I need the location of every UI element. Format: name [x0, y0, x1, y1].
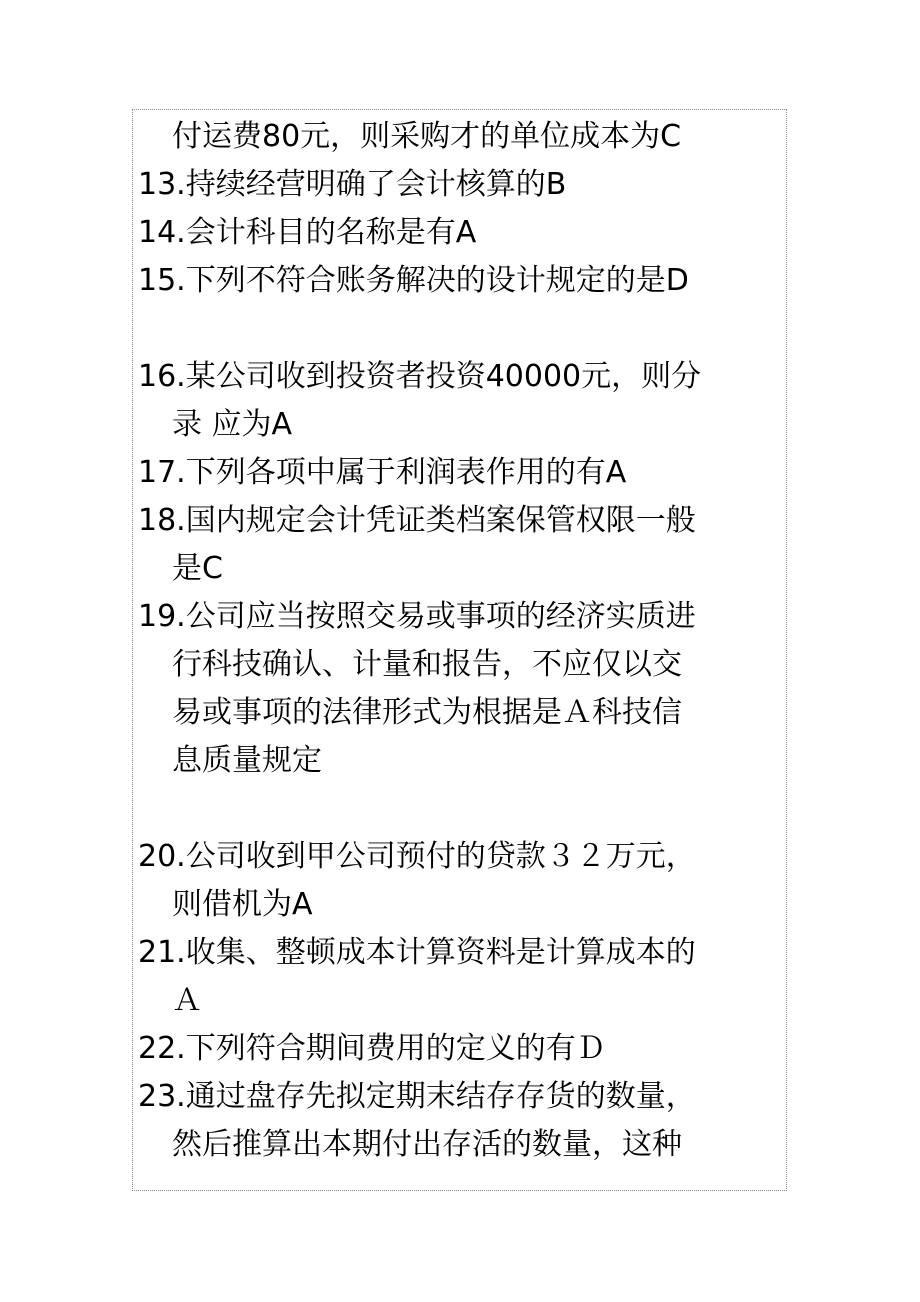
question-21-continued: Ａ: [172, 983, 202, 1018]
question-20-continued: 则借机为A: [172, 887, 313, 922]
document-text: [138, 113, 783, 1169]
question-20: 20.公司收到甲公司预付的贷款３２万元，: [138, 839, 696, 874]
question-22: 22.下列符合期间费用的定义的有Ｄ: [138, 1031, 606, 1066]
question-16-continued: 录 应为A: [172, 407, 293, 442]
question-19-continued: 息质量规定: [172, 743, 322, 778]
blank-line: [138, 305, 783, 353]
question-19: 19.公司应当按照交易或事项的经济实质进: [138, 599, 696, 634]
question-18: 18.国内规定会计凭证类档案保管权限一般: [138, 503, 696, 538]
question-14: 14.会计科目的名称是有A: [138, 215, 477, 250]
question-19-continued: 易或事项的法律形式为根据是Ａ科技信: [172, 695, 682, 730]
question-13: 13.持续经营明确了会计核算的B: [138, 167, 567, 202]
question-15: 15.下列不符合账务解决的设计规定的是D: [138, 263, 689, 298]
question-16: 16.某公司收到投资者投资40000元，则分: [138, 359, 702, 394]
question-19-continued: 行科技确认、计量和报告，不应仅以交: [172, 647, 682, 682]
question-23-continued: 然后推算出本期付出存活的数量，这种: [172, 1127, 682, 1162]
question-17: 17.下列各项中属于利润表作用的有A: [138, 455, 627, 490]
question-21: 21.收集、整顿成本计算资料是计算成本的: [138, 935, 696, 970]
text-line: 付运费80元，则采购才的单位成本为C: [172, 119, 682, 154]
blank-line: [138, 785, 783, 833]
question-23: 23.通过盘存先拟定期末结存存货的数量，: [138, 1079, 696, 1114]
question-18-continued: 是C: [172, 551, 223, 586]
